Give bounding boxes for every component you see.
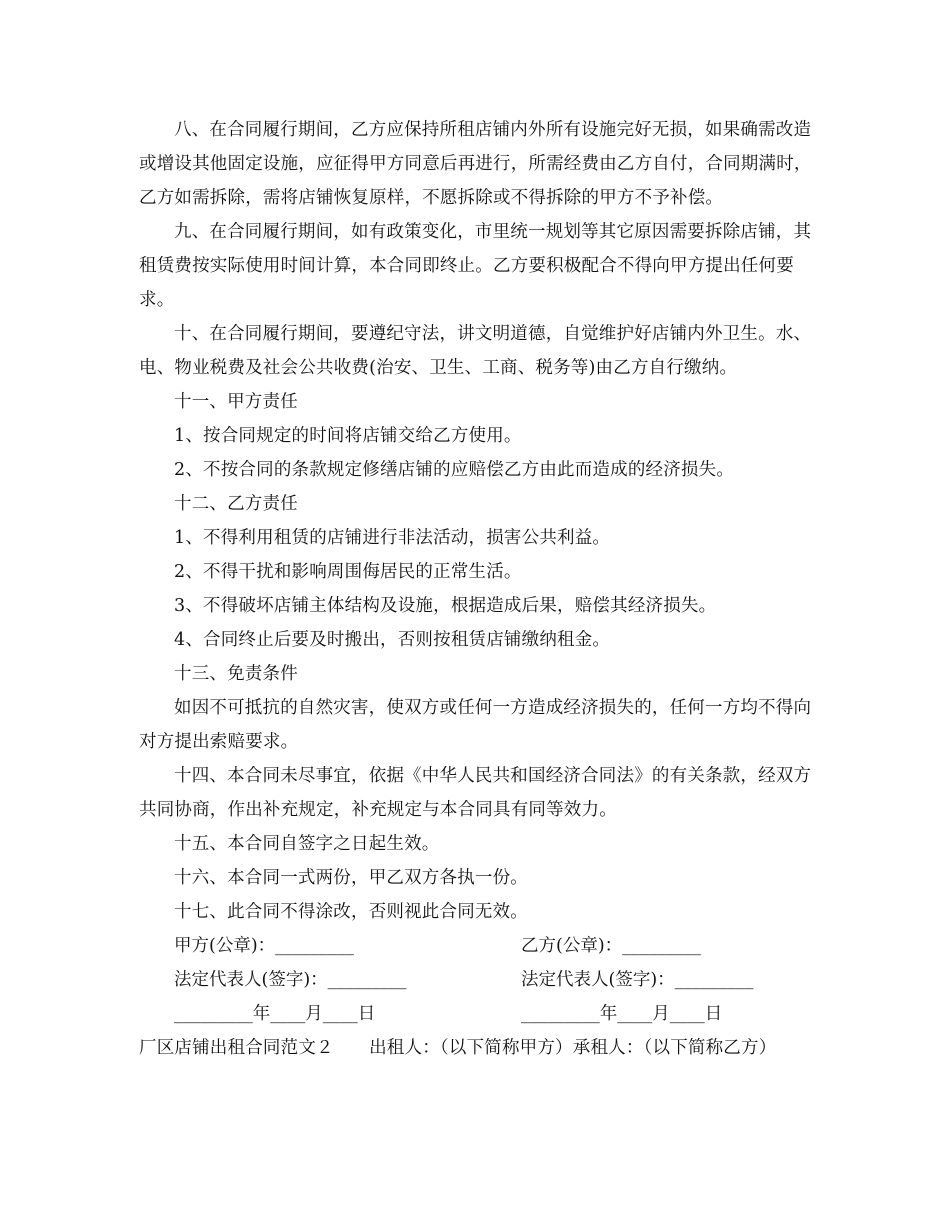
clause-12-heading: 十二、乙方责任: [174, 494, 298, 514]
clause-11-heading: 十一、甲方责任: [174, 392, 298, 412]
clause-14: 十四、本合同未尽事宜，依据《中华人民共和国经济合同法》的有关条款，经双方共同协商，作出补充规定，补充规定与本合同具有同等效力。: [139, 766, 812, 820]
clause-12-item-4: 4、合同终止后要及时搬出，否则按租赁店铺缴纳租金。: [174, 630, 611, 650]
signature-row-date: [139, 997, 819, 1031]
clause-13-heading: 十三、免责条件: [174, 664, 298, 684]
party-a-representative-field: 法定代表人(签字)：_________: [174, 970, 407, 990]
party-a-date-field: _________年____月____日: [174, 1004, 376, 1024]
contract-body: [139, 113, 819, 1065]
clause-17: 十七、此合同不得涂改，否则视此合同无效。: [174, 902, 528, 922]
clause-12-item-2: 2、不得干扰和影响周围侮居民的正常生活。: [174, 562, 522, 582]
party-a-seal-field: 甲方(公章)：_________: [174, 936, 354, 956]
party-b-date-field: _________年____月____日: [521, 1004, 723, 1024]
party-b-seal-field: 乙方(公章)：_________: [521, 936, 701, 956]
signature-row-representative: [139, 963, 819, 997]
clause-15: 十五、本合同自签字之日起生效。: [174, 834, 440, 854]
party-b-representative-field: 法定代表人(签字)：_________: [521, 970, 754, 990]
clause-9: 九、在合同履行期间，如有政策变化，市里统一规划等其它原因需要拆除店铺，其租赁费按实际使用时间计算，本合同即终止。乙方要积极配合不得向甲方提出任何要求。: [139, 222, 812, 310]
clause-12-item-1: 1、不得利用租赁的店铺进行非法活动，损害公共利益。: [174, 528, 611, 548]
signature-row-seal: [139, 929, 819, 963]
next-contract-heading: 厂区店铺出租合同范文２ 出租人：（以下简称甲方）承租人：（以下简称乙方）: [139, 1038, 777, 1058]
clause-8: 八、在合同履行期间，乙方应保持所租店铺内外所有设施完好无损，如果确需改造或增设其他固定设施，应征得甲方同意后再进行，所需经费由乙方自付，合同期满时，乙方如需拆除，需将店铺恢复原样，不愿拆除或不得拆除的甲方不予补偿。: [139, 120, 812, 208]
clause-12-item-3: 3、不得破坏店铺主体结构及设施，根据造成后果，赔偿其经济损失。: [174, 596, 717, 616]
clause-16: 十六、本合同一式两份，甲乙双方各执一份。: [174, 868, 528, 888]
clause-10: 十、在合同履行期间，要遵纪守法，讲文明道德，自觉维护好店铺内外卫生。水、电、物业税费及社会公共收费(治安、卫生、工商、税务等)由乙方自行缴纳。: [139, 324, 812, 378]
clause-13-text: 如因不可抵抗的自然灾害，使双方或任何一方造成经济损失的，任何一方均不得向对方提出索赔要求。: [139, 698, 812, 752]
clause-11-item-1: 1、按合同规定的时间将店铺交给乙方使用。: [174, 426, 522, 446]
clause-11-item-2: 2、不按合同的条款规定修缮店铺的应赔偿乙方由此而造成的经济损失。: [174, 460, 735, 480]
